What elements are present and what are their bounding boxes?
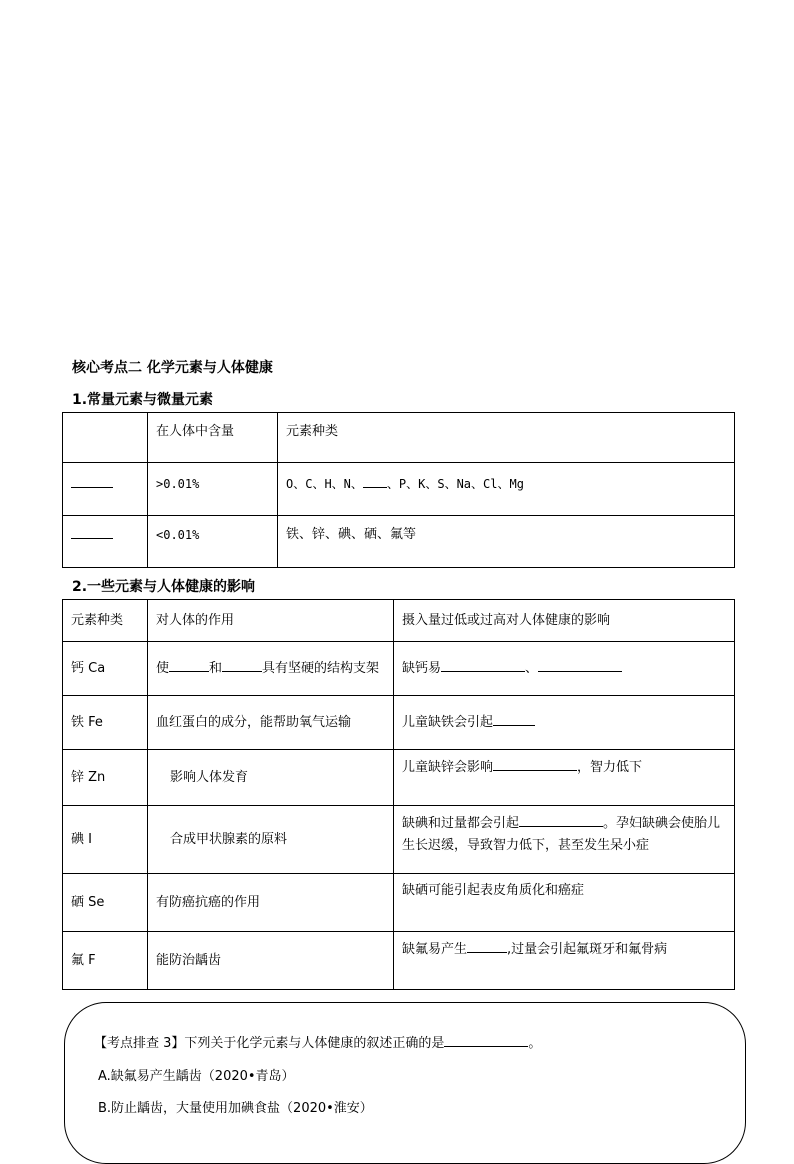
header-cell: 摄入量过低或过高对人体健康的影响 [394,600,735,642]
table-row [63,874,735,932]
elements-cell: O、C、H、N、 、P、K、S、Na、Cl、Mg [278,463,735,516]
answer-blank [363,473,387,488]
role-cell: 有防癌抗癌的作用 [148,874,394,932]
answer-blank [467,938,507,953]
header-cell: 元素种类 [63,600,148,642]
table-row [63,806,735,874]
answer-blank [71,473,113,488]
content-cell: >0.01% [148,463,278,516]
effect-cell: 儿童缺铁会引起 [394,696,735,750]
part2-title: 2.一些元素与人体健康的影响 [72,579,256,595]
answer-blank [444,1032,528,1047]
header-cell: 在人体中含量 [148,413,278,463]
quiz-option: B.防止龋齿，大量使用加碘食盐（2020•淮安） [98,1101,373,1116]
element-name-cell: 锌 Zn [63,750,148,806]
answer-blank [222,657,262,672]
quiz-stem: 【考点排查 3】下列关于化学元素与人体健康的叙述正确的是 。 [94,1032,541,1051]
effect-cell: 缺氟易产生 ,过量会引起氟斑牙和氟骨病 [394,932,735,990]
content-cell: <0.01% [148,516,278,568]
answer-blank [493,711,535,726]
answer-blank [71,524,113,539]
element-health-table [62,599,735,990]
table-row [63,696,735,750]
element-name-cell: 铁 Fe [63,696,148,750]
header-cell: 元素种类 [278,413,735,463]
element-name-cell: 钙 Ca [63,642,148,696]
category-blank-cell [63,516,148,568]
element-name-cell: 氟 F [63,932,148,990]
section-title: 核心考点二 化学元素与人体健康 [72,360,273,376]
table-header-row [63,600,735,642]
table-row [63,642,735,696]
table-row [63,463,735,516]
trace-elements-table [62,412,735,568]
effect-cell: 缺硒可能引起表皮角质化和癌症 [394,874,735,932]
table-row [63,932,735,990]
answer-blank [538,657,622,672]
quiz-option: A.缺氟易产生龋齿（2020•青岛） [98,1069,295,1084]
answer-blank [519,812,603,827]
effect-cell: 儿童缺锌会影响 ，智力低下 [394,750,735,806]
answer-blank [169,657,209,672]
effect-cell: 缺钙易 、 [394,642,735,696]
table-row [63,750,735,806]
elements-cell: 铁、锌、碘、硒、氟等 [278,516,735,568]
part1-title: 1.常量元素与微量元素 [72,392,214,408]
role-cell: 影响人体发育 [148,750,394,806]
role-cell: 能防治龋齿 [148,932,394,990]
header-cell: 对人体的作用 [148,600,394,642]
table-row [63,516,735,568]
header-cell [63,413,148,463]
role-cell: 合成甲状腺素的原料 [148,806,394,874]
effect-cell: 缺碘和过量都会引起 。孕妇缺碘会使胎儿生长迟缓，导致智力低下，甚至发生呆小症 [394,806,735,874]
category-blank-cell [63,463,148,516]
table-header-row [63,413,735,463]
role-cell: 血红蛋白的成分，能帮助氧气运输 [148,696,394,750]
element-name-cell: 硒 Se [63,874,148,932]
role-cell: 使 和 具有坚硬的结构支架 [148,642,394,696]
element-name-cell: 碘 I [63,806,148,874]
answer-blank [441,657,525,672]
answer-blank [493,756,577,771]
